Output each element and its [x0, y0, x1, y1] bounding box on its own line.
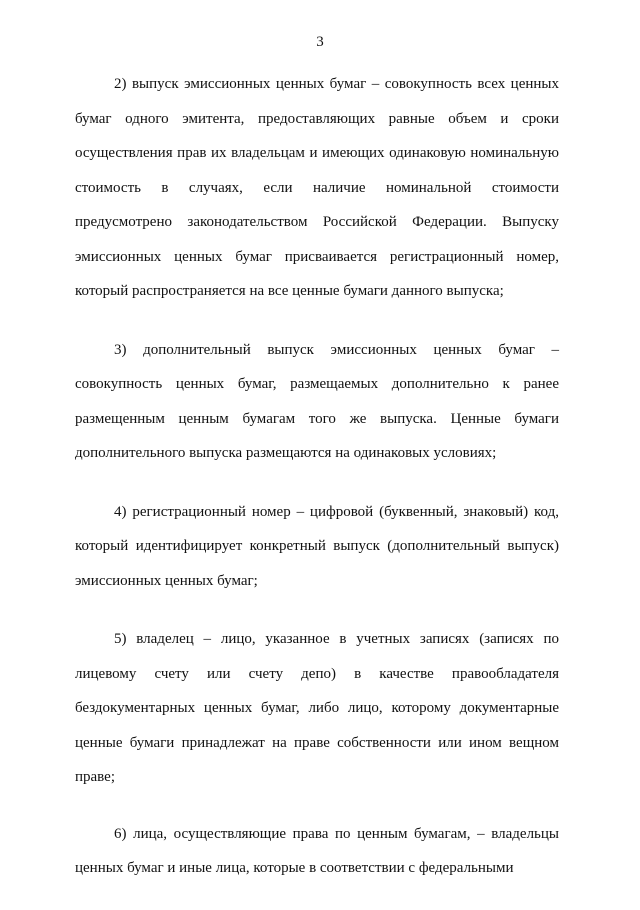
- page-number: 3: [316, 34, 324, 50]
- paragraph-owner: 5) владелец – лицо, указанное в учетных записях (записях по лицевому счету или счету депо) в качестве правообладателя бездокументарных ценных бумаг, либо лицо, которому документарные ценные бумаги принадлежат на праве собственности или ином вещном праве;: [75, 631, 559, 785]
- paragraph-additional-issue: 3) дополнительный выпуск эмиссионных ценных бумаг – совокупность ценных бумаг, размещаемых дополнительно к ранее размещенным ценным бумагам того же выпуска. Ценные бумаги дополнительного выпуска размещаются на одинаковых условиях;: [75, 341, 559, 461]
- paragraph-rights-holders: 6) лица, осуществляющие права по ценным бумагам, – владельцы ценных бумаг и иные лица, которые в соответствии с федеральными: [75, 825, 559, 876]
- paragraph-registration-number: 4) регистрационный номер – цифровой (буквенный, знаковый) код, который идентифицирует конкретный выпуск (дополнительный выпуск) эмиссионных ценных бумаг;: [75, 503, 559, 589]
- paragraph-issue: 2) выпуск эмиссионных ценных бумаг – совокупность всех ценных бумаг одного эмитента, предоставляющих равные объем и сроки осуществления прав их владельцам и имеющих одинаковую номинальную стоимость в случаях, если наличие номинальной стоимости предусмотрено законодательством Российской Федерации. Выпуску эмиссионных ценных бумаг присваивается регистрационный номер, который распространяется на все ценные бумаги данного выпуска;: [75, 76, 559, 299]
- document-body: [75, 67, 559, 910]
